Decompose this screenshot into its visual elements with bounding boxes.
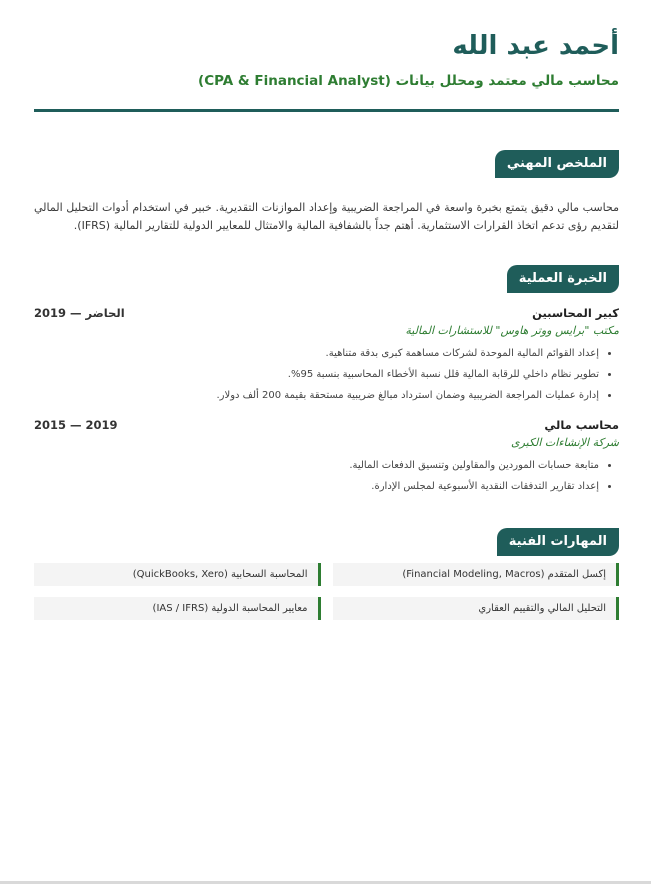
skill-item: التحليل المالي والتقييم العقاري bbox=[333, 597, 620, 620]
job-dates: 2015 — 2019 bbox=[34, 418, 118, 432]
candidate-title: محاسب مالي معتمد ومحلل بيانات (CPA & Financial Analyst) bbox=[198, 73, 619, 89]
skill-item: المحاسبة السحابية (QuickBooks, Xero) bbox=[34, 563, 321, 586]
job-entry-2 bbox=[34, 418, 619, 497]
job-bullet: • إعداد القوائم المالية الموحدة لشركات مساهمة كبرى بدقة متناهية. bbox=[34, 343, 599, 364]
job-role: كبير المحاسبين bbox=[532, 306, 619, 320]
job-bullets bbox=[34, 343, 599, 406]
skill-item: إكسل المتقدم (Financial Modeling, Macros) bbox=[333, 563, 620, 586]
skill-item: معايير المحاسبة الدولية (IAS / IFRS) bbox=[34, 597, 321, 620]
section-title-experience: الخبرة العملية bbox=[507, 265, 619, 293]
resume-header bbox=[34, 26, 619, 90]
section-title-summary: الملخص المهني bbox=[495, 150, 619, 178]
job-bullet: • إدارة عمليات المراجعة الضريبية وضمان استرداد مبالغ ضريبية مستحقة بقيمة 200 ألف دولار. bbox=[34, 385, 599, 406]
job-entry-1 bbox=[34, 306, 619, 406]
summary-text: محاسب مالي دقيق يتمتع بخبرة واسعة في المراجعة الضريبية وإعداد الموازنات التقديرية. خبير في استخدام أدوات التحليل المالي لتقديم رؤى تدعم اتخاذ القرارات الاستثمارية. أهتم جداً بالشفافية المالية والامتثال للمعايير الدولية للتقارير المالية (IFRS). bbox=[34, 201, 619, 232]
job-dates: 2019 — الحاضر bbox=[34, 306, 125, 320]
job-company: مكتب "برايس ووتر هاوس" للاستشارات المالية bbox=[405, 324, 619, 337]
job-company: شركة الإنشاءات الكبرى bbox=[510, 436, 619, 449]
candidate-name: أحمد عبد الله bbox=[452, 31, 619, 61]
job-bullets bbox=[34, 455, 599, 497]
job-bullet: • تطوير نظام داخلي للرقابة المالية قلل نسبة الأخطاء المحاسبية بنسبة 95%. bbox=[34, 364, 599, 385]
job-bullet: • إعداد تقارير التدفقات النقدية الأسبوعية لمجلس الإدارة. bbox=[34, 476, 599, 497]
header-divider bbox=[34, 109, 619, 112]
job-role: محاسب مالي bbox=[544, 418, 619, 432]
section-title-skills: المهارات الفنية bbox=[497, 528, 619, 556]
job-bullet: • متابعة حسابات الموردين والمقاولين وتنسيق الدفعات المالية. bbox=[34, 455, 599, 476]
skills-grid bbox=[34, 563, 619, 620]
